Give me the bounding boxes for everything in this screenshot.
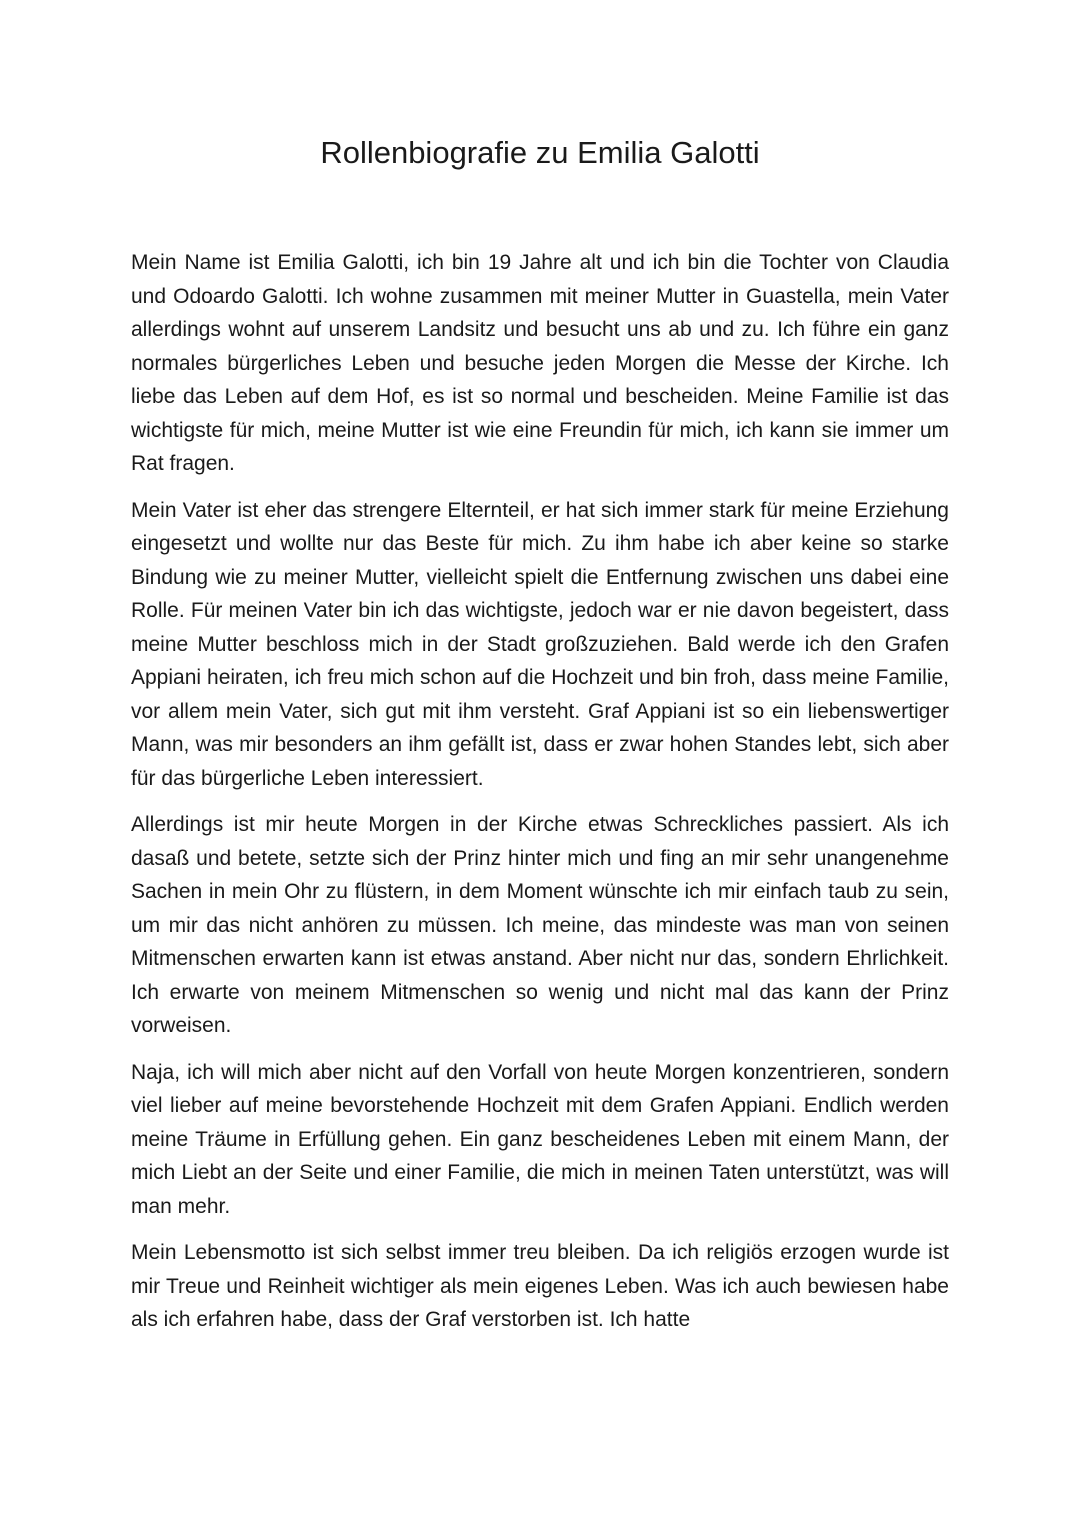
- paragraph-5: Mein Lebensmotto ist sich selbst immer treu bleiben. Da ich religiös erzogen wurde ist mir Treue und Reinheit wichtiger als mein eigenes Leben. Was ich auch bewiesen habe als ich erfahren habe, dass der Graf verstorben ist. Ich hatte: [131, 1241, 949, 1331]
- paragraph-2: Mein Vater ist eher das strengere Elternteil, er hat sich immer stark für meine Erziehung eingesetzt und wollte nur das Beste für mich. Zu ihm habe ich aber keine so starke Bindung wie zu meiner Mutter, vielleicht spielt die Entfernung zwischen uns dabei eine Rolle. Für meinen Vater bin ich das wichtigste, jedoch war er nie davon begeistert, dass meine Mutter beschloss mich in der Stadt großzuziehen. Bald werde ich den Grafen Appiani heiraten, ich freu mich schon auf die Hochzeit und bin froh, dass meine Familie, vor allem mein Vater, sich gut mit ihm versteht. Graf Appiani ist so ein liebenswertiger Mann, was mir besonders an ihm gefällt ist, dass er zwar hohen Standes lebt, sich aber für das bürgerliche Leben interessiert.: [131, 498, 949, 790]
- paragraph-1: Mein Name ist Emilia Galotti, ich bin 19 Jahre alt und ich bin die Tochter von Claudia und Odoardo Galotti. Ich wohne zusammen mit meiner Mutter in Guastella, mein Vater allerdings wohnt auf unserem Landsitz und besucht uns ab und zu. Ich führe ein ganz normales bürgerliches Leben und besuche jeden Morgen die Messe der Kirche. Ich liebe das Leben auf dem Hof, es ist so normal und bescheiden. Meine Familie ist das wichtigste für mich, meine Mutter ist wie eine Freundin für mich, ich kann sie immer um Rat fragen.: [131, 251, 949, 475]
- document-body: [131, 246, 949, 1350]
- paragraph-3: Allerdings ist mir heute Morgen in der Kirche etwas Schreckliches passiert. Als ich dasaß und betete, setzte sich der Prinz hinter mich und fing an mir sehr unangenehme Sachen in mein Ohr zu flüstern, in dem Moment wünschte ich mir einfach taub zu sein, um mir das nicht anhören zu müssen. Ich meine, das mindeste was man von seinen Mitmenschen erwarten kann ist etwas anstand. Aber nicht nur das, sondern Ehrlichkeit. Ich erwarte von meinem Mitmenschen so wenig und nicht mal das kann der Prinz vorweisen.: [131, 813, 949, 1037]
- document-title: Rollenbiografie zu Emilia Galotti: [320, 135, 760, 170]
- paragraph-4: Naja, ich will mich aber nicht auf den Vorfall von heute Morgen konzentrieren, sondern viel lieber auf meine bevorstehende Hochzeit mit dem Grafen Appiani. Endlich werden meine Träume in Erfüllung gehen. Ein ganz bescheidenes Leben mit einem Mann, der mich Liebt an der Seite und einer Familie, die mich in meinen Taten unterstützt, was will man mehr.: [131, 1060, 949, 1218]
